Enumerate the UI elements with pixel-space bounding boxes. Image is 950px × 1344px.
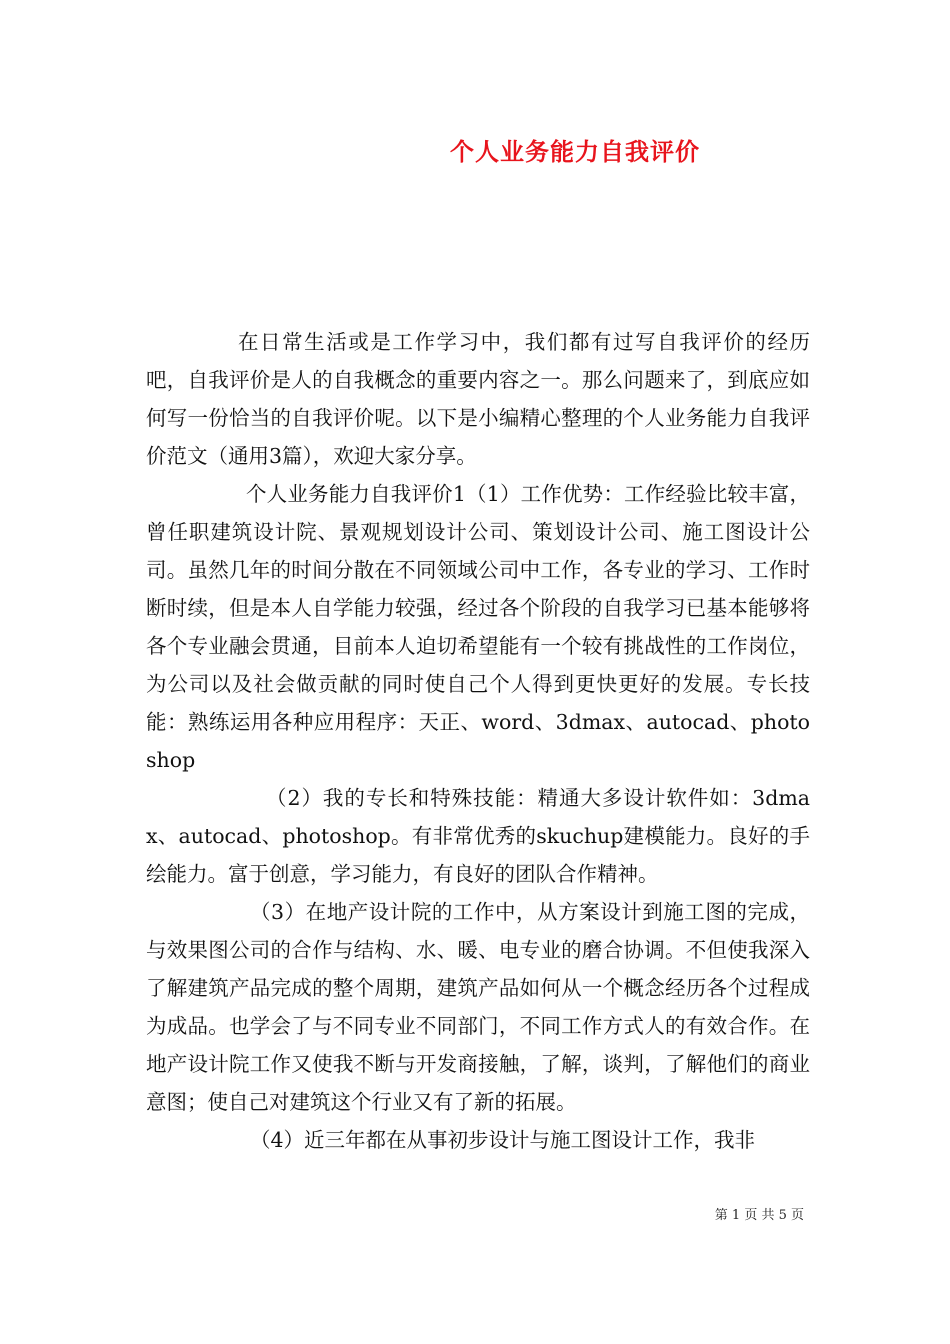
paragraph-recent-work: （4）近三年都在从事初步设计与施工图设计工作，我非 bbox=[250, 1128, 756, 1152]
page-number: 第 1 页 共 5 页 bbox=[714, 1208, 804, 1223]
paragraph-skills: （2）我的专长和特殊技能：精通大多设计软件如：3dmax、autocad、photoshop。有非常优秀的skuchup建模能力。良好的手绘能力。富于创意，学习能力，有良好的团队合作精神。 bbox=[146, 786, 810, 886]
document-body bbox=[146, 323, 810, 1159]
document-title: 个人业务能力自我评价 bbox=[450, 137, 700, 166]
paragraph-evaluation-1: 个人业务能力自我评价1（1）工作优势：工作经验比较丰富，曾任职建筑设计院、景观规划设计公司、策划设计公司、施工图设计公司。虽然几年的时间分散在不同领域公司中工作，各专业的学习、工作时断时续，但是本人自学能力较强，经过各个阶段的自我学习已基本能够将各个专业融会贯通，目前本人迫切希望能有一个较有挑战性的工作岗位，为公司以及社会做贡献的同时使自己个人得到更快更好的发展。专长技能：熟练运用各种应用程序：天正、word、3dmax、autocad、photoshop bbox=[146, 482, 810, 772]
paragraph-design-institute: （3）在地产设计院的工作中，从方案设计到施工图的完成，与效果图公司的合作与结构、水、暖、电专业的磨合协调。不但使我深入了解建筑产品完成的整个周期，建筑产品如何从一个概念经历各个过程成为成品。也学会了与不同专业不同部门，不同工作方式人的有效合作。在地产设计院工作又使我不断与开发商接触，了解，谈判，了解他们的商业意图；使自己对建筑这个行业又有了新的拓展。 bbox=[146, 900, 810, 1114]
paragraph-intro: 在日常生活或是工作学习中，我们都有过写自我评价的经历吧，自我评价是人的自我概念的重要内容之一。那么问题来了，到底应如何写一份恰当的自我评价呢。以下是小编精心整理的个人业务能力自我评价范文（通用3篇），欢迎大家分享。 bbox=[146, 330, 810, 468]
